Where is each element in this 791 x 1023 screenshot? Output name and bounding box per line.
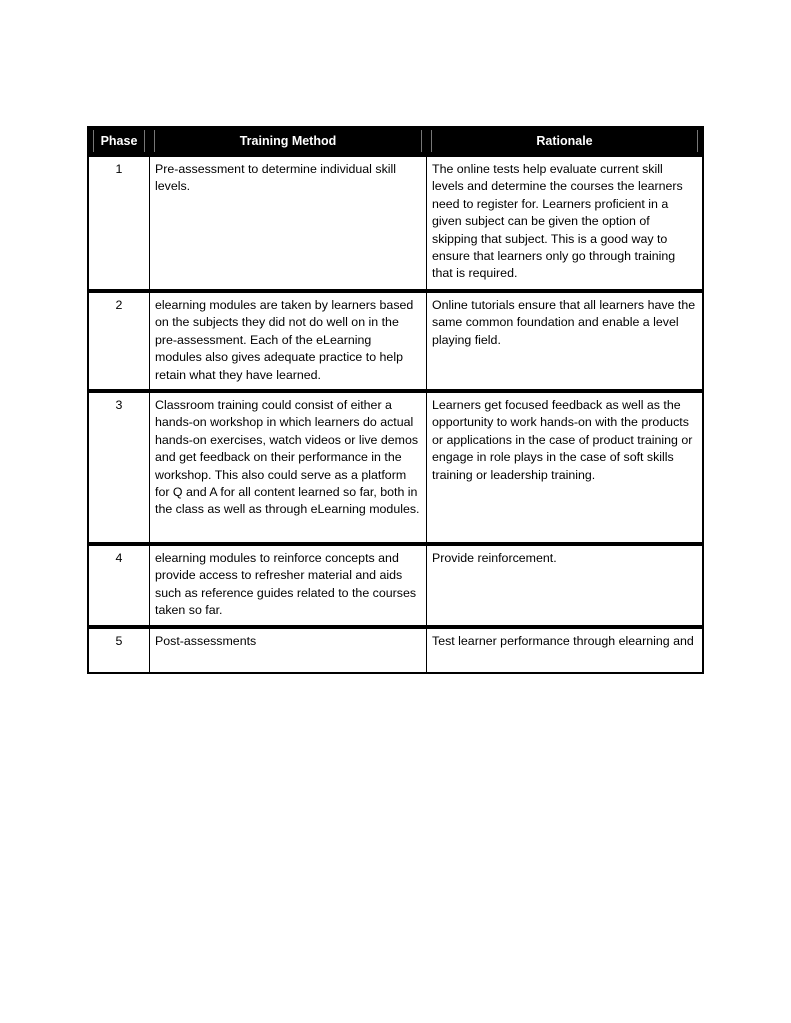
table-row bbox=[89, 156, 702, 290]
phase-cell: 3 bbox=[89, 390, 150, 543]
rationale-cell: Online tutorials ensure that all learners have the same common foundation and enable a level playing field. bbox=[427, 290, 702, 390]
phase-cell: 4 bbox=[89, 543, 150, 626]
table-header bbox=[89, 128, 702, 156]
table-row bbox=[89, 626, 702, 672]
training-method-cell: Post-assessments bbox=[150, 626, 427, 672]
training-method-cell: elearning modules are taken by learners based on the subjects they did not do well on in the pre-assessment. Each of the eLearning modules also gives adequate practice to help retain what they have learned. bbox=[150, 290, 427, 390]
rationale-cell: Learners get focused feedback as well as the opportunity to work hands-on with the products or applications in the case of product training or engage in role plays in the case of soft skills training or leadership training. bbox=[427, 390, 702, 543]
rationale-cell: The online tests help evaluate current skill levels and determine the courses the learners need to register for. Learners proficient in a given subject can be given the option of skipping that subject. This is a good way to ensure that learners only go through training that is required. bbox=[427, 156, 702, 290]
training-method-cell: Classroom training could consist of either a hands-on workshop in which learners do actual hands-on exercises, watch videos or live demos and get feedback on their performance in the workshop. This also could serve as a platform for Q and A for all content learned so far, both in the class as well as through eLearning modules. bbox=[150, 390, 427, 543]
header-phase-label: Phase bbox=[93, 130, 145, 152]
table-row bbox=[89, 290, 702, 390]
header-rationale bbox=[427, 128, 702, 156]
rationale-cell: Test learner performance through elearning and bbox=[427, 626, 702, 672]
training-method-cell: Pre-assessment to determine individual skill levels. bbox=[150, 156, 427, 290]
phase-cell: 5 bbox=[89, 626, 150, 672]
training-phases-table bbox=[87, 126, 704, 674]
table-row bbox=[89, 543, 702, 626]
rationale-cell: Provide reinforcement. bbox=[427, 543, 702, 626]
header-training-method bbox=[150, 128, 427, 156]
header-training-method-label: Training Method bbox=[154, 130, 422, 152]
training-method-cell: elearning modules to reinforce concepts and provide access to refresher material and aids such as reference guides related to the courses taken so far. bbox=[150, 543, 427, 626]
table-row bbox=[89, 390, 702, 543]
table-header-row bbox=[89, 128, 702, 156]
header-phase bbox=[89, 128, 150, 156]
phase-cell: 1 bbox=[89, 156, 150, 290]
table-body bbox=[89, 156, 702, 672]
header-rationale-label: Rationale bbox=[431, 130, 698, 152]
phase-cell: 2 bbox=[89, 290, 150, 390]
